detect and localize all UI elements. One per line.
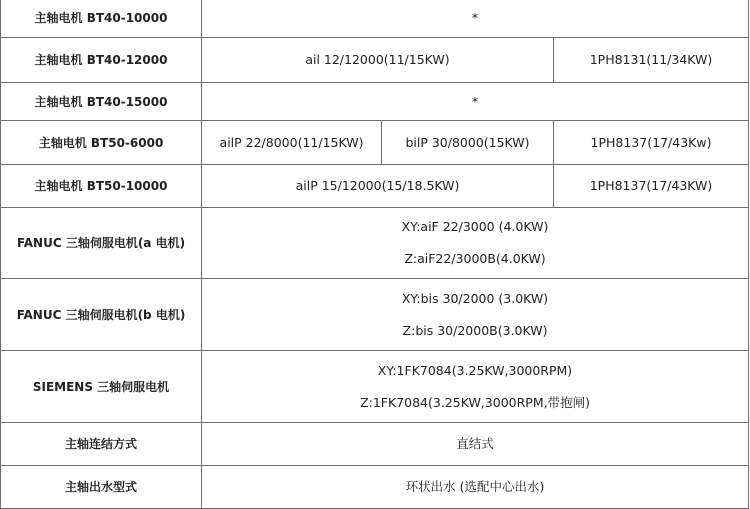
servo-motor-spec [202,208,749,279]
row-label: 主轴电机 BT50-10000 [1,165,202,208]
z-axis-spec: Z:1FK7084(3.25KW,3000RPM,带抱闸) [360,394,590,410]
row-label: SIEMENS 三轴伺服电机 [1,351,202,423]
row-label: FANUC 三轴伺服电机(a 电机) [1,208,202,279]
xy-axis-spec: XY:aiF 22/3000 (4.0KW) [401,219,549,234]
line-gap [206,235,744,251]
servo-motor-spec [202,351,749,423]
spec-value: 环状出水 (选配中心出水) [202,466,749,509]
fanuc-spindle-motor: ailP 15/12000(15/18.5KW) [202,165,554,208]
table-row [1,38,749,83]
fanuc-a-spindle-motor: ailP 22/8000(11/15KW) [202,121,382,165]
row-label: FANUC 三轴伺服电机(b 电机) [1,279,202,351]
spec-value: * [202,0,749,38]
spec-value: 直结式 [202,423,749,466]
row-label: 主轴电机 BT50-6000 [1,121,202,165]
row-label: 主轴电机 BT40-12000 [1,38,202,83]
fanuc-spindle-motor: ail 12/12000(11/15KW) [202,38,554,83]
table-row [1,466,749,509]
line-gap [206,379,744,395]
table-row [1,351,749,423]
spec-value: * [202,83,749,121]
table-row [1,208,749,279]
row-label: 主轴连结方式 [1,423,202,466]
siemens-spindle-motor: 1PH8131(11/34KW) [554,38,749,83]
table-row [1,165,749,208]
table-row [1,423,749,466]
z-axis-spec: Z:aiF22/3000B(4.0KW) [404,251,546,266]
servo-motor-spec [202,279,749,351]
table-row [1,0,749,38]
row-label: 主轴出水型式 [1,466,202,509]
xy-axis-spec: XY:1FK7084(3.25KW,3000RPM) [377,362,573,378]
table-row [1,83,749,121]
row-label: 主轴电机 BT40-15000 [1,83,202,121]
table-row [1,279,749,351]
siemens-spindle-motor: 1PH8137(17/43KW) [554,165,749,208]
siemens-spindle-motor: 1PH8137(17/43Kw) [554,121,749,165]
z-axis-spec: Z:bis 30/2000B(3.0KW) [402,322,548,338]
line-gap [206,307,744,323]
table-row [1,121,749,165]
row-label: 主轴电机 BT40-10000 [1,0,202,38]
fanuc-b-spindle-motor: bilP 30/8000(15KW) [382,121,554,165]
xy-axis-spec: XY:bis 30/2000 (3.0KW) [401,290,549,306]
